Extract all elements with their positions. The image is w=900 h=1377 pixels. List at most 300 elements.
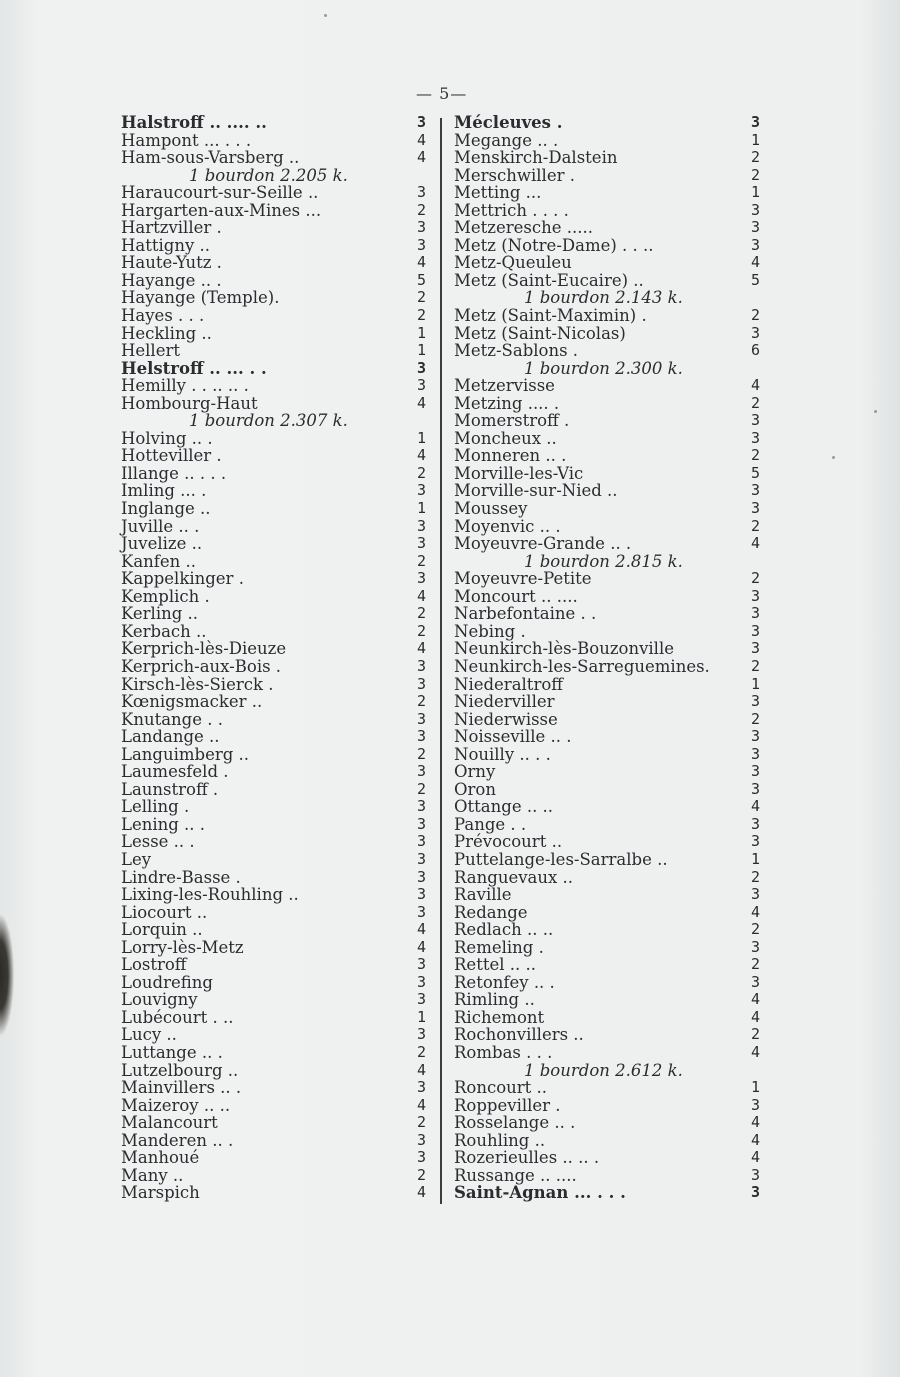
- commune-name: Laumesfeld .: [121, 762, 229, 782]
- list-item: [121, 728, 426, 746]
- list-item: [121, 693, 426, 711]
- list-item: [121, 377, 426, 395]
- bell-count: 3: [416, 516, 426, 535]
- commune-name: Kerbach ..: [121, 621, 207, 641]
- list-item: [121, 149, 426, 167]
- bell-count: 5: [750, 463, 760, 482]
- bell-count: 3: [416, 990, 426, 1009]
- commune-name: Lostroff: [121, 955, 187, 975]
- commune-name: Metzervisse: [454, 376, 555, 396]
- commune-name: Metting ...: [454, 183, 542, 203]
- commune-name: Moncourt .. ....: [454, 586, 578, 606]
- commune-name: Rimling ..: [454, 990, 535, 1010]
- bell-count: 3: [750, 218, 760, 237]
- list-item: [121, 1184, 426, 1202]
- list-item: [454, 482, 760, 500]
- list-item: [121, 904, 426, 922]
- bell-count: 4: [750, 534, 760, 553]
- bell-count: 1: [750, 849, 760, 868]
- commune-name: Kerprich-aux-Bois .: [121, 656, 282, 676]
- list-item: [121, 553, 426, 571]
- list-item: [121, 1026, 426, 1044]
- bell-count: 3: [416, 358, 426, 377]
- list-item: [121, 114, 426, 132]
- commune-name: Lelling .: [121, 797, 190, 817]
- bell-count: 2: [416, 1113, 426, 1132]
- list-item: [454, 939, 760, 957]
- list-item: [121, 763, 426, 781]
- commune-name: Halstroff .. .... ..: [121, 113, 267, 132]
- commune-name: Helstroff .. ... . .: [121, 358, 267, 378]
- bell-count: 3: [750, 937, 760, 956]
- list-item: [454, 956, 760, 974]
- list-item: [454, 588, 760, 606]
- commune-name: Merschwiller .: [454, 165, 575, 185]
- commune-name: Landange ..: [121, 727, 220, 747]
- bell-count: 1: [416, 341, 426, 360]
- list-item: [121, 289, 426, 307]
- list-item: [454, 1114, 760, 1132]
- commune-name: Many ..: [121, 1165, 184, 1185]
- bell-count: 3: [750, 411, 760, 430]
- list-item: [121, 325, 426, 343]
- bell-count: 3: [750, 744, 760, 763]
- commune-name: Hayange .. .: [121, 270, 222, 290]
- list-item: [121, 1149, 426, 1167]
- bell-count: 2: [750, 709, 760, 728]
- commune-name: Richemont: [454, 1007, 545, 1027]
- list-item: [454, 763, 760, 781]
- bell-count: 4: [416, 1183, 426, 1202]
- bell-count: 3: [416, 727, 426, 746]
- commune-name: Illange .. . . .: [121, 463, 227, 483]
- list-item: [121, 132, 426, 150]
- list-item: [454, 500, 760, 518]
- commune-name: Imling ... .: [121, 481, 207, 501]
- commune-name: Lucy ..: [121, 1025, 177, 1045]
- list-item: [121, 1062, 426, 1080]
- commune-name: Moyeuvre-Grande .. .: [454, 534, 632, 554]
- commune-name: Russange .. ....: [454, 1165, 577, 1185]
- bell-count: 2: [750, 867, 760, 886]
- bell-count: 3: [750, 692, 760, 711]
- list-item: [454, 272, 760, 290]
- bell-count: 2: [416, 692, 426, 711]
- commune-name: Pange . .: [454, 814, 527, 834]
- commune-name: Rosselange .. .: [454, 1113, 576, 1133]
- bell-count: 1: [750, 1078, 760, 1097]
- bell-count: 4: [750, 1042, 760, 1061]
- binding-stain: [0, 915, 14, 1035]
- commune-name: Rombas . . .: [454, 1042, 553, 1062]
- commune-name: Languimberg ..: [121, 744, 250, 764]
- list-item: [121, 465, 426, 483]
- bell-count: 2: [750, 569, 760, 588]
- bell-count: 5: [750, 270, 760, 289]
- bell-count: 4: [750, 902, 760, 921]
- list-item: [454, 1026, 760, 1044]
- bell-count: 3: [750, 814, 760, 833]
- list-item: [121, 219, 426, 237]
- list-item: [121, 746, 426, 764]
- list-item: [454, 623, 760, 641]
- bell-count: 3: [750, 972, 760, 991]
- commune-name: Lorry-lès-Metz: [121, 937, 244, 957]
- list-item: [121, 974, 426, 992]
- commune-name: Hayes . . .: [121, 306, 205, 326]
- commune-name: Moyeuvre-Petite: [454, 569, 592, 589]
- list-item: [454, 869, 760, 887]
- bell-count: 3: [416, 534, 426, 553]
- commune-name: Metz (Saint-Nicolas): [454, 323, 626, 343]
- commune-name: Knutange . .: [121, 709, 223, 729]
- bell-count: 2: [416, 288, 426, 307]
- list-item: [454, 307, 760, 325]
- list-item: [454, 184, 760, 202]
- commune-name: Saint-Agnan ... . . .: [454, 1183, 626, 1203]
- list-item: [454, 114, 760, 132]
- list-item: [454, 693, 760, 711]
- list-item: [454, 781, 760, 799]
- bell-count: 6: [750, 341, 760, 360]
- list-item: [454, 518, 760, 536]
- commune-name: Morville-sur-Nied ..: [454, 481, 618, 501]
- commune-name: Loudrefing: [121, 972, 213, 992]
- list-item: [454, 1149, 760, 1167]
- bell-count: 2: [416, 1042, 426, 1061]
- commune-name: Megange .. .: [454, 130, 559, 150]
- commune-name: Remeling .: [454, 937, 544, 957]
- list-item: [121, 1114, 426, 1132]
- bell-count: 3: [416, 376, 426, 395]
- bell-count: 2: [750, 165, 760, 184]
- bell-count: 3: [416, 867, 426, 886]
- commune-name: Moussey: [454, 499, 528, 519]
- bell-note: 1 bourdon 2.300 k.: [524, 358, 683, 378]
- list-item: [454, 202, 760, 220]
- list-item: [454, 465, 760, 483]
- commune-name: Kemplich .: [121, 586, 210, 606]
- bell-count: 3: [750, 1165, 760, 1184]
- bell-count: 1: [416, 499, 426, 518]
- list-item: [121, 991, 426, 1009]
- list-item: [121, 781, 426, 799]
- commune-name: Kappelkinger .: [121, 569, 244, 589]
- list-item: [454, 412, 760, 430]
- list-item: [121, 1097, 426, 1115]
- list-item: [454, 325, 760, 343]
- commune-name: Roppeviller .: [454, 1095, 561, 1115]
- list-item: [121, 798, 426, 816]
- list-item: [454, 605, 760, 623]
- bell-count: 3: [416, 218, 426, 237]
- commune-name: Maizeroy .. ..: [121, 1095, 231, 1115]
- commune-name: Luttange .. .: [121, 1042, 223, 1062]
- commune-name: Holving .. .: [121, 428, 213, 448]
- bell-count: 2: [750, 1025, 760, 1044]
- commune-name: Malancourt: [121, 1113, 218, 1133]
- commune-name: Lesse .. .: [121, 832, 195, 852]
- list-item: [454, 711, 760, 729]
- commune-name: Launstroff .: [121, 779, 219, 799]
- list-item: [454, 430, 760, 448]
- commune-name: Orny: [454, 762, 496, 782]
- note-row: [454, 1062, 760, 1080]
- bell-count: 3: [750, 604, 760, 623]
- note-row: [121, 412, 426, 430]
- list-item: [121, 254, 426, 272]
- bell-count: 4: [750, 253, 760, 272]
- list-item: [121, 851, 426, 869]
- list-item: [454, 886, 760, 904]
- list-item: [121, 1167, 426, 1185]
- bell-count: 3: [750, 1095, 760, 1114]
- commune-name: Redlach .. ..: [454, 920, 554, 940]
- bell-count: 2: [750, 656, 760, 675]
- list-item: [454, 1079, 760, 1097]
- list-item: [121, 605, 426, 623]
- commune-name: Hemilly . . .. .. .: [121, 376, 249, 396]
- list-item: [454, 640, 760, 658]
- bell-count: 3: [416, 902, 426, 921]
- bell-count: 1: [750, 674, 760, 693]
- bell-count: 2: [416, 604, 426, 623]
- bell-count: 4: [416, 253, 426, 272]
- bell-count: 4: [750, 1148, 760, 1167]
- commune-name: Momerstroff .: [454, 411, 570, 431]
- commune-name: Retonfey .. .: [454, 972, 555, 992]
- commune-name: Haraucourt-sur-Seille ..: [121, 183, 319, 203]
- list-item: [121, 1079, 426, 1097]
- bell-count: 3: [416, 1078, 426, 1097]
- commune-name: Lubécourt . ..: [121, 1007, 234, 1027]
- bell-count: 3: [416, 183, 426, 202]
- list-item: [121, 360, 426, 378]
- commune-name: Ottange .. ..: [454, 797, 554, 817]
- bell-count: 2: [416, 1165, 426, 1184]
- bell-count: 3: [750, 586, 760, 605]
- bell-count: 4: [416, 586, 426, 605]
- right-column: [454, 114, 760, 1202]
- bell-count: 1: [416, 323, 426, 342]
- list-item: [121, 640, 426, 658]
- list-item: [121, 307, 426, 325]
- bell-count: 2: [416, 463, 426, 482]
- bell-count: 3: [750, 885, 760, 904]
- list-item: [454, 676, 760, 694]
- commune-name: Mettrich . . . .: [454, 200, 569, 220]
- commune-name: Louvigny: [121, 990, 198, 1010]
- bell-count: 2: [750, 148, 760, 167]
- bell-count: 2: [750, 516, 760, 535]
- bell-count: 3: [416, 235, 426, 254]
- list-item: [454, 833, 760, 851]
- bell-count: 4: [416, 130, 426, 149]
- commune-name: Metzing .... .: [454, 393, 560, 413]
- list-item: [121, 430, 426, 448]
- bell-count: 3: [750, 1183, 760, 1202]
- left-column: [121, 114, 426, 1202]
- list-item: [454, 974, 760, 992]
- commune-name: Niederwisse: [454, 709, 558, 729]
- list-item: [121, 518, 426, 536]
- list-item: [121, 623, 426, 641]
- bell-count: 3: [750, 323, 760, 342]
- paper-speck: [832, 456, 835, 459]
- commune-name: Niederviller: [454, 692, 555, 712]
- commune-name: Redange: [454, 902, 528, 922]
- bell-count: 2: [750, 920, 760, 939]
- bell-count: 1: [416, 428, 426, 447]
- commune-name: Monneren .. .: [454, 446, 567, 466]
- list-item: [121, 676, 426, 694]
- bell-count: 2: [750, 446, 760, 465]
- list-item: [121, 184, 426, 202]
- commune-name: Hellert: [121, 341, 180, 361]
- bell-count: 3: [750, 499, 760, 518]
- list-item: [121, 237, 426, 255]
- bell-count: 2: [750, 306, 760, 325]
- bell-count: 3: [750, 762, 760, 781]
- bell-count: 3: [750, 727, 760, 746]
- list-item: [454, 816, 760, 834]
- list-item: [121, 833, 426, 851]
- bell-count: 3: [750, 235, 760, 254]
- bell-count: 4: [416, 148, 426, 167]
- bell-count: 3: [416, 656, 426, 675]
- bell-count: 3: [416, 674, 426, 693]
- list-item: [121, 588, 426, 606]
- list-item: [454, 1097, 760, 1115]
- commune-name: Kœnigsmacker ..: [121, 692, 263, 712]
- commune-name: Nebing .: [454, 621, 526, 641]
- commune-name: Noisseville .. .: [454, 727, 572, 747]
- commune-name: Manderen .. .: [121, 1130, 234, 1150]
- list-item: [121, 711, 426, 729]
- bell-count: 4: [416, 639, 426, 658]
- list-item: [121, 272, 426, 290]
- commune-name: Rouhling ..: [454, 1130, 546, 1150]
- list-item: [121, 939, 426, 957]
- list-item: [454, 447, 760, 465]
- commune-name: Roncourt ..: [454, 1078, 548, 1098]
- commune-name: Kirsch-lès-Sierck .: [121, 674, 274, 694]
- bell-note: 1 bourdon 2.612 k.: [524, 1060, 683, 1080]
- bell-count: 3: [750, 832, 760, 851]
- commune-name: Rozerieulles .. .. .: [454, 1148, 600, 1168]
- commune-name: Metz (Saint-Eucaire) ..: [454, 270, 644, 290]
- bell-count: 3: [750, 200, 760, 219]
- commune-name: Kerprich-lès-Dieuze: [121, 639, 287, 659]
- commune-name: Metz (Notre-Dame) . . ..: [454, 235, 654, 255]
- bell-count: 3: [416, 955, 426, 974]
- bell-count: 4: [750, 376, 760, 395]
- commune-name: Rochonvillers ..: [454, 1025, 584, 1045]
- bell-count: 4: [750, 1007, 760, 1026]
- note-row: [454, 553, 760, 571]
- list-item: [454, 658, 760, 676]
- commune-name: Hotteviller .: [121, 446, 222, 466]
- commune-name: Lutzelbourg ..: [121, 1060, 239, 1080]
- commune-name: Marspich: [121, 1183, 200, 1203]
- list-item: [121, 1044, 426, 1062]
- commune-name: Haute-Yutz .: [121, 253, 222, 273]
- bell-count: 2: [750, 955, 760, 974]
- list-item: [454, 1009, 760, 1027]
- list-item: [121, 816, 426, 834]
- list-item: [121, 395, 426, 413]
- commune-name: Lixing-les-Rouhling ..: [121, 885, 299, 905]
- page-number: — 5—: [416, 84, 468, 103]
- note-row: [454, 360, 760, 378]
- commune-name: Prévocourt ..: [454, 832, 563, 852]
- list-item: [454, 237, 760, 255]
- bell-count: 2: [416, 306, 426, 325]
- list-item: [454, 254, 760, 272]
- bell-count: 2: [416, 621, 426, 640]
- bell-count: 4: [416, 920, 426, 939]
- commune-name: Nouilly .. . .: [454, 744, 551, 764]
- bell-count: 3: [750, 481, 760, 500]
- bell-count: 1: [416, 1007, 426, 1026]
- list-item: [454, 535, 760, 553]
- bell-count: 3: [416, 762, 426, 781]
- commune-name: Inglange ..: [121, 499, 211, 519]
- bell-count: 3: [416, 481, 426, 500]
- list-item: [121, 956, 426, 974]
- bell-count: 3: [750, 779, 760, 798]
- list-item: [454, 570, 760, 588]
- bell-count: 3: [416, 814, 426, 833]
- note-row: [121, 167, 426, 185]
- bell-count: 2: [416, 551, 426, 570]
- list-item: [454, 132, 760, 150]
- commune-name: Hombourg-Haut: [121, 393, 258, 413]
- bell-count: 2: [416, 744, 426, 763]
- list-item: [121, 869, 426, 887]
- list-item: [454, 921, 760, 939]
- list-item: [454, 798, 760, 816]
- commune-name: Kanfen ..: [121, 551, 197, 571]
- list-item: [454, 904, 760, 922]
- bell-count: 3: [416, 1130, 426, 1149]
- commune-name: Metz-Queuleu: [454, 253, 572, 273]
- list-item: [454, 746, 760, 764]
- bell-count: 1: [750, 183, 760, 202]
- list-item: [454, 1044, 760, 1062]
- bell-count: 4: [750, 1113, 760, 1132]
- bell-count: 1: [750, 130, 760, 149]
- commune-name: Metzeresche .....: [454, 218, 593, 238]
- bell-count: 3: [416, 113, 426, 131]
- bell-count: 4: [750, 797, 760, 816]
- bell-count: 3: [750, 113, 760, 131]
- list-item: [121, 658, 426, 676]
- note-row: [454, 289, 760, 307]
- commune-name: Kerling ..: [121, 604, 199, 624]
- list-item: [121, 447, 426, 465]
- bell-count: 3: [416, 1025, 426, 1044]
- bell-count: 3: [416, 972, 426, 991]
- list-item: [121, 342, 426, 360]
- bell-count: 5: [416, 270, 426, 289]
- commune-name: Juville .. .: [121, 516, 200, 536]
- bell-note: 1 bourdon 2.143 k.: [524, 288, 683, 308]
- bell-count: 2: [416, 200, 426, 219]
- bell-count: 3: [750, 639, 760, 658]
- bell-count: 4: [750, 990, 760, 1009]
- column-divider: [440, 118, 442, 1204]
